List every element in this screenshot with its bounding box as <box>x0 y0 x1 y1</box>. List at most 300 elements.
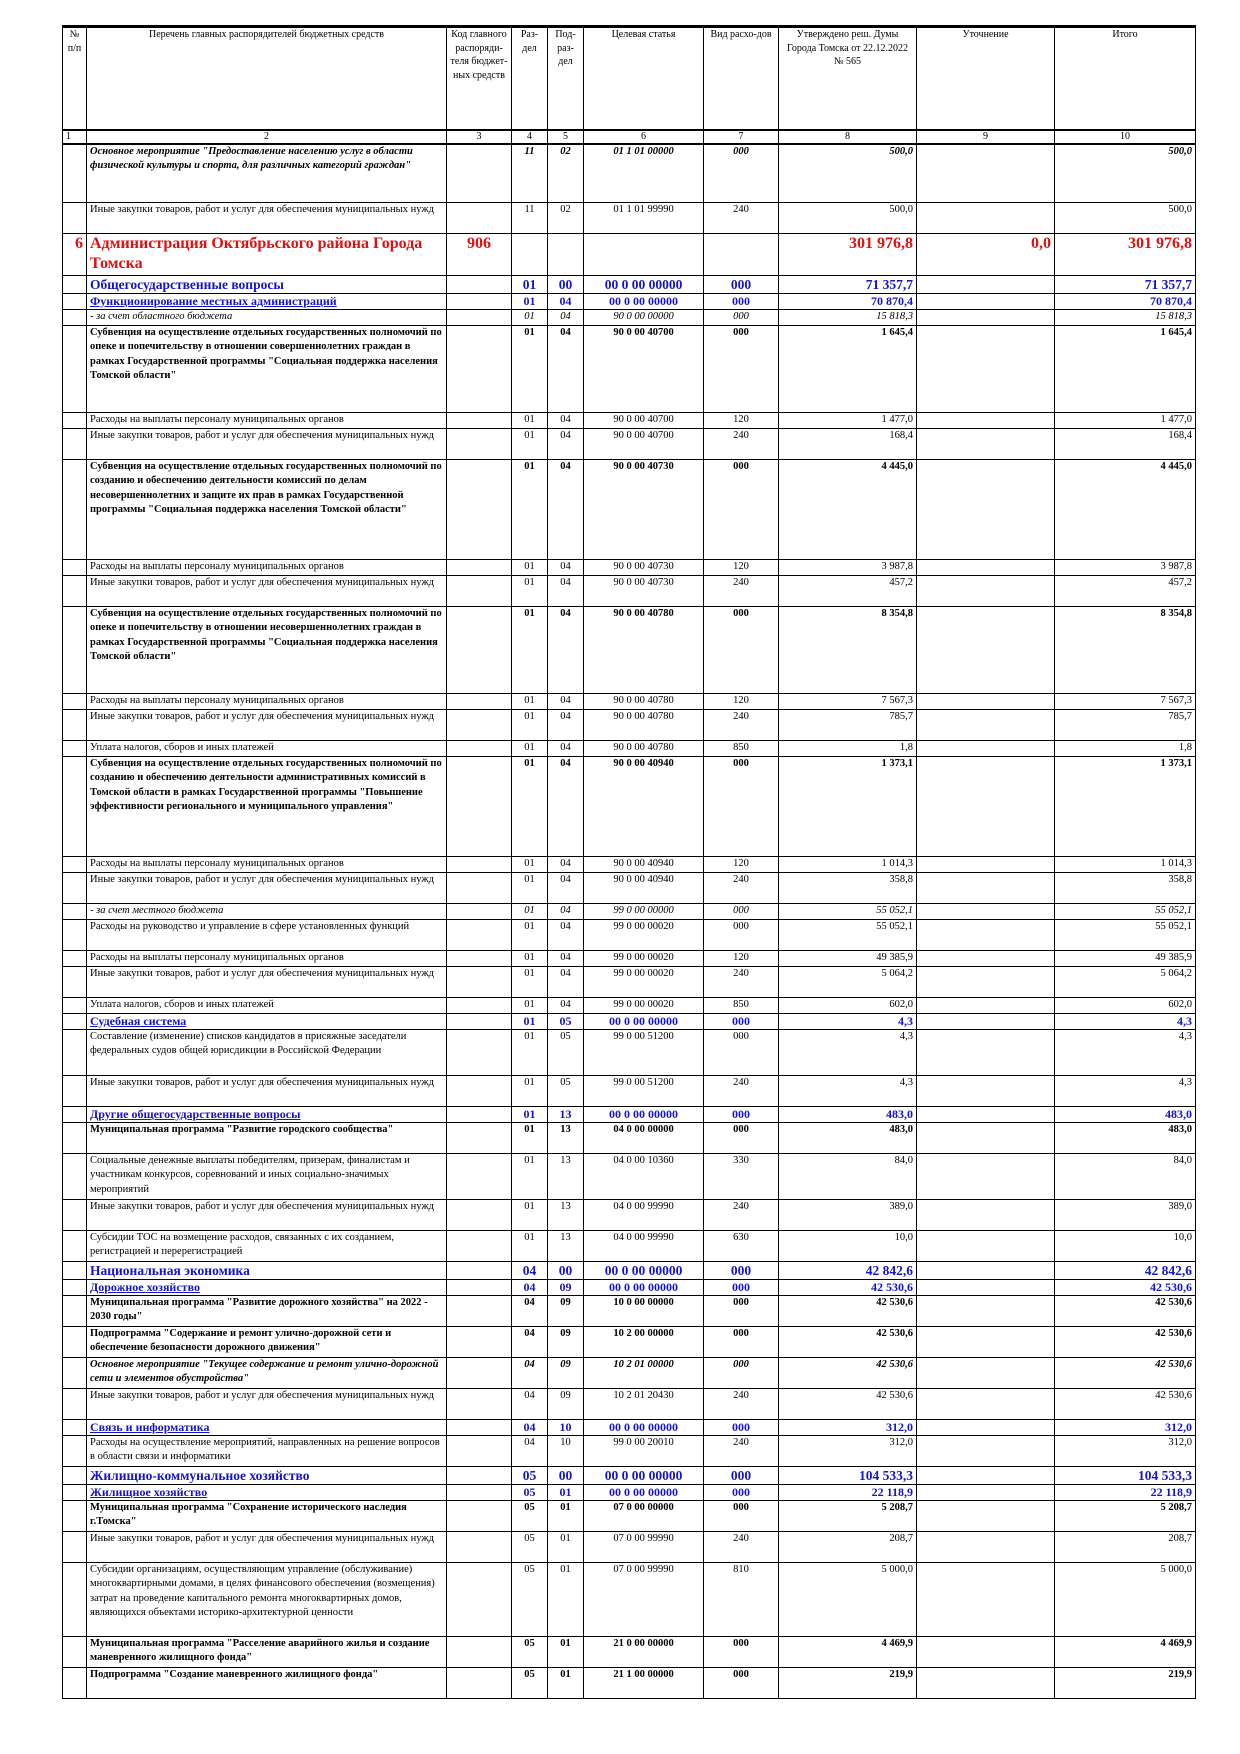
adjustment-cell <box>917 1030 1055 1076</box>
razdel-cell: 11 <box>512 203 548 234</box>
code-cell <box>447 1485 512 1501</box>
target-article-cell: 07 0 00 99990 <box>584 1532 704 1563</box>
table-row <box>63 1389 1196 1420</box>
code-cell: 906 <box>447 234 512 276</box>
code-cell <box>447 1532 512 1563</box>
target-article-cell: 90 0 00 40700 <box>584 413 704 429</box>
name-cell: Субсидии ТОС на возмещение расходов, связанных с их созданием, регистрацией и перерегистрацией <box>87 1231 447 1262</box>
razdel-cell: 01 <box>512 757 548 857</box>
header-cell: Под-раз-дел <box>548 27 584 131</box>
table-row <box>63 310 1196 326</box>
total-cell: 4 445,0 <box>1055 460 1196 560</box>
expense-type-cell: 850 <box>704 741 779 757</box>
target-article-cell: 99 0 00 51200 <box>584 1076 704 1107</box>
table-row <box>63 429 1196 460</box>
adjustment-cell <box>917 741 1055 757</box>
total-cell: 55 052,1 <box>1055 920 1196 951</box>
total-cell: 1 477,0 <box>1055 413 1196 429</box>
adjustment-cell <box>917 294 1055 310</box>
adjustment-cell <box>917 429 1055 460</box>
adjustment-cell <box>917 1389 1055 1420</box>
target-article-cell: 90 0 00 40700 <box>584 326 704 413</box>
total-cell: 3 987,8 <box>1055 560 1196 576</box>
row-number-cell <box>63 1262 87 1280</box>
adjustment-cell <box>917 1420 1055 1436</box>
razdel-cell: 01 <box>512 873 548 904</box>
row-number-cell <box>63 710 87 741</box>
table-row <box>63 951 1196 967</box>
code-cell <box>447 276 512 294</box>
target-article-cell: 99 0 00 00020 <box>584 920 704 951</box>
target-article-cell: 99 0 00 00020 <box>584 951 704 967</box>
approved-amount-cell: 42 842,6 <box>779 1262 917 1280</box>
target-article-cell: 21 0 00 00000 <box>584 1637 704 1668</box>
approved-amount-cell: 219,9 <box>779 1668 917 1699</box>
target-article-cell: 21 1 00 00000 <box>584 1668 704 1699</box>
column-number: 3 <box>447 130 512 144</box>
name-cell: Иные закупки товаров, работ и услуг для обеспечения муниципальных нужд <box>87 203 447 234</box>
approved-amount-cell: 3 987,8 <box>779 560 917 576</box>
expense-type-cell: 000 <box>704 1014 779 1030</box>
table-row <box>63 757 1196 857</box>
row-number-cell <box>63 1231 87 1262</box>
adjustment-cell <box>917 560 1055 576</box>
expense-type-cell: 000 <box>704 1501 779 1532</box>
podrazdel-cell: 04 <box>548 460 584 560</box>
code-cell <box>447 310 512 326</box>
column-number: 2 <box>87 130 447 144</box>
code-cell <box>447 1501 512 1532</box>
code-cell <box>447 576 512 607</box>
podrazdel-cell: 05 <box>548 1014 584 1030</box>
adjustment-cell <box>917 326 1055 413</box>
podrazdel-cell: 04 <box>548 873 584 904</box>
approved-amount-cell: 358,8 <box>779 873 917 904</box>
razdel-cell: 01 <box>512 576 548 607</box>
podrazdel-cell: 04 <box>548 741 584 757</box>
approved-amount-cell: 15 818,3 <box>779 310 917 326</box>
row-number-cell <box>63 873 87 904</box>
adjustment-cell <box>917 203 1055 234</box>
total-cell: 22 118,9 <box>1055 1485 1196 1501</box>
header-cell: Целевая статья <box>584 27 704 131</box>
podrazdel-cell: 09 <box>548 1296 584 1327</box>
target-article-cell: 00 0 00 00000 <box>584 1262 704 1280</box>
code-cell <box>447 607 512 694</box>
name-cell: Иные закупки товаров, работ и услуг для обеспечения муниципальных нужд <box>87 429 447 460</box>
table-row <box>63 1358 1196 1389</box>
code-cell <box>447 904 512 920</box>
target-article-cell: 99 0 00 00020 <box>584 967 704 998</box>
table-row <box>63 1485 1196 1501</box>
row-number-cell <box>63 576 87 607</box>
total-cell: 457,2 <box>1055 576 1196 607</box>
name-cell: Расходы на осуществление мероприятий, направленных на решение вопросов в области связи и информатики <box>87 1436 447 1467</box>
adjustment-cell <box>917 1327 1055 1358</box>
razdel-cell: 04 <box>512 1436 548 1467</box>
razdel-cell: 05 <box>512 1563 548 1637</box>
expense-type-cell: 000 <box>704 1467 779 1485</box>
row-number-cell <box>63 1296 87 1327</box>
row-number-cell <box>63 203 87 234</box>
approved-amount-cell: 70 870,4 <box>779 294 917 310</box>
table-row <box>63 576 1196 607</box>
column-number: 10 <box>1055 130 1196 144</box>
table-row <box>63 276 1196 294</box>
code-cell <box>447 710 512 741</box>
approved-amount-cell: 55 052,1 <box>779 904 917 920</box>
name-cell: Муниципальная программа "Расселение аварийного жилья и создание маневренного жилищного фонда" <box>87 1637 447 1668</box>
adjustment-cell <box>917 1296 1055 1327</box>
total-cell: 42 530,6 <box>1055 1358 1196 1389</box>
expense-type-cell <box>704 234 779 276</box>
name-cell: - за счет областного бюджета <box>87 310 447 326</box>
target-article-cell: 00 0 00 00000 <box>584 1107 704 1123</box>
code-cell <box>447 951 512 967</box>
adjustment-cell <box>917 1280 1055 1296</box>
code-cell <box>447 1467 512 1485</box>
expense-type-cell: 240 <box>704 967 779 998</box>
total-cell: 168,4 <box>1055 429 1196 460</box>
razdel-cell: 05 <box>512 1467 548 1485</box>
adjustment-cell <box>917 1262 1055 1280</box>
header-cell: № п/п <box>63 27 87 131</box>
razdel-cell: 11 <box>512 144 548 203</box>
code-cell <box>447 326 512 413</box>
header-cell: Утверждено реш. Думы Города Томска от 22.12.2022 № 565 <box>779 27 917 131</box>
expense-type-cell: 000 <box>704 1637 779 1668</box>
table-row <box>63 1420 1196 1436</box>
column-number: 8 <box>779 130 917 144</box>
target-article-cell: 10 2 01 00000 <box>584 1358 704 1389</box>
total-cell: 7 567,3 <box>1055 694 1196 710</box>
code-cell <box>447 1420 512 1436</box>
expense-type-cell: 240 <box>704 873 779 904</box>
approved-amount-cell: 1 014,3 <box>779 857 917 873</box>
razdel-cell: 01 <box>512 1154 548 1200</box>
podrazdel-cell: 02 <box>548 144 584 203</box>
table-row <box>63 234 1196 276</box>
expense-type-cell: 000 <box>704 310 779 326</box>
header-cell: Уточнение <box>917 27 1055 131</box>
row-number-cell <box>63 741 87 757</box>
header-cell: Перечень главных распорядителей бюджетных средств <box>87 27 447 131</box>
approved-amount-cell: 483,0 <box>779 1123 917 1154</box>
adjustment-cell <box>917 1076 1055 1107</box>
approved-amount-cell: 312,0 <box>779 1420 917 1436</box>
total-cell: 5 208,7 <box>1055 1501 1196 1532</box>
podrazdel-cell: 09 <box>548 1389 584 1420</box>
row-number-cell <box>63 429 87 460</box>
header-cell: Раз-дел <box>512 27 548 131</box>
expense-type-cell: 000 <box>704 904 779 920</box>
expense-type-cell: 240 <box>704 1200 779 1231</box>
code-cell <box>447 1296 512 1327</box>
approved-amount-cell: 4 445,0 <box>779 460 917 560</box>
code-cell <box>447 1280 512 1296</box>
row-number-cell <box>63 1485 87 1501</box>
podrazdel-cell: 04 <box>548 576 584 607</box>
target-article-cell: 90 0 00 40730 <box>584 460 704 560</box>
name-cell: Иные закупки товаров, работ и услуг для обеспечения муниципальных нужд <box>87 1532 447 1563</box>
podrazdel-cell: 04 <box>548 429 584 460</box>
approved-amount-cell: 5 208,7 <box>779 1501 917 1532</box>
target-article-cell: 07 0 00 99990 <box>584 1563 704 1637</box>
podrazdel-cell: 04 <box>548 326 584 413</box>
target-article-cell: 00 0 00 00000 <box>584 1420 704 1436</box>
total-cell: 602,0 <box>1055 998 1196 1014</box>
total-cell: 4,3 <box>1055 1014 1196 1030</box>
razdel-cell: 04 <box>512 1358 548 1389</box>
approved-amount-cell: 4,3 <box>779 1076 917 1107</box>
adjustment-cell <box>917 951 1055 967</box>
code-cell <box>447 1014 512 1030</box>
podrazdel-cell: 04 <box>548 413 584 429</box>
adjustment-cell <box>917 1532 1055 1563</box>
adjustment-cell <box>917 1668 1055 1699</box>
razdel-cell: 01 <box>512 294 548 310</box>
expense-type-cell: 000 <box>704 757 779 857</box>
name-cell: Общегосударственные вопросы <box>87 276 447 294</box>
podrazdel-cell: 04 <box>548 857 584 873</box>
target-article-cell: 99 0 00 00000 <box>584 904 704 920</box>
expense-type-cell: 000 <box>704 294 779 310</box>
table-row <box>63 1262 1196 1280</box>
expense-type-cell: 000 <box>704 1358 779 1389</box>
column-numbers-row <box>63 130 1196 144</box>
podrazdel-cell: 09 <box>548 1280 584 1296</box>
approved-amount-cell: 4 469,9 <box>779 1637 917 1668</box>
target-article-cell: 00 0 00 00000 <box>584 1485 704 1501</box>
total-cell: 483,0 <box>1055 1107 1196 1123</box>
approved-amount-cell: 10,0 <box>779 1231 917 1262</box>
target-article-cell: 00 0 00 00000 <box>584 276 704 294</box>
code-cell <box>447 413 512 429</box>
row-number-cell <box>63 1327 87 1358</box>
podrazdel-cell: 04 <box>548 710 584 741</box>
target-article-cell: 01 1 01 00000 <box>584 144 704 203</box>
name-cell: Муниципальная программа "Развитие городского сообщества" <box>87 1123 447 1154</box>
expense-type-cell: 330 <box>704 1154 779 1200</box>
row-number-cell <box>63 857 87 873</box>
target-article-cell: 00 0 00 00000 <box>584 1014 704 1030</box>
podrazdel-cell: 01 <box>548 1637 584 1668</box>
code-cell <box>447 857 512 873</box>
adjustment-cell <box>917 1358 1055 1389</box>
name-cell: Иные закупки товаров, работ и услуг для обеспечения муниципальных нужд <box>87 710 447 741</box>
razdel-cell <box>512 234 548 276</box>
expense-type-cell: 240 <box>704 1532 779 1563</box>
row-number-cell: 6 <box>63 234 87 276</box>
name-cell: Подпрограмма "Создание маневренного жилищного фонда" <box>87 1668 447 1699</box>
name-cell: Расходы на выплаты персоналу муниципальных органов <box>87 951 447 967</box>
table-header-row <box>63 27 1196 131</box>
expense-type-cell: 000 <box>704 1296 779 1327</box>
adjustment-cell <box>917 904 1055 920</box>
target-article-cell: 10 0 00 00000 <box>584 1296 704 1327</box>
row-number-cell <box>63 1467 87 1485</box>
podrazdel-cell: 01 <box>548 1668 584 1699</box>
total-cell: 71 357,7 <box>1055 276 1196 294</box>
podrazdel-cell: 05 <box>548 1076 584 1107</box>
table-row <box>63 1154 1196 1200</box>
razdel-cell: 04 <box>512 1420 548 1436</box>
name-cell: Дорожное хозяйство <box>87 1280 447 1296</box>
code-cell <box>447 429 512 460</box>
expense-type-cell: 000 <box>704 1123 779 1154</box>
razdel-cell: 01 <box>512 607 548 694</box>
approved-amount-cell: 8 354,8 <box>779 607 917 694</box>
total-cell: 8 354,8 <box>1055 607 1196 694</box>
adjustment-cell <box>917 1231 1055 1262</box>
row-number-cell <box>63 1637 87 1668</box>
name-cell: Иные закупки товаров, работ и услуг для обеспечения муниципальных нужд <box>87 1389 447 1420</box>
row-number-cell <box>63 1389 87 1420</box>
table-row <box>63 560 1196 576</box>
razdel-cell: 01 <box>512 310 548 326</box>
table-row <box>63 998 1196 1014</box>
header-cell: Код главного распоряди-теля бюджет-ных средств <box>447 27 512 131</box>
adjustment-cell <box>917 1154 1055 1200</box>
code-cell <box>447 694 512 710</box>
table-row <box>63 904 1196 920</box>
podrazdel-cell: 04 <box>548 694 584 710</box>
name-cell: Подпрограмма "Содержание и ремонт улично-дорожной сети и обеспечение безопасности дорожного движения" <box>87 1327 447 1358</box>
approved-amount-cell: 4,3 <box>779 1030 917 1076</box>
adjustment-cell <box>917 460 1055 560</box>
row-number-cell <box>63 1200 87 1231</box>
approved-amount-cell: 71 357,7 <box>779 276 917 294</box>
total-cell: 301 976,8 <box>1055 234 1196 276</box>
code-cell <box>447 1637 512 1668</box>
target-article-cell: 90 0 00 40780 <box>584 710 704 741</box>
row-number-cell <box>63 1014 87 1030</box>
table-row <box>63 1107 1196 1123</box>
approved-amount-cell: 42 530,6 <box>779 1296 917 1327</box>
row-number-cell <box>63 1532 87 1563</box>
approved-amount-cell: 500,0 <box>779 203 917 234</box>
razdel-cell: 01 <box>512 460 548 560</box>
approved-amount-cell: 4,3 <box>779 1014 917 1030</box>
expense-type-cell: 240 <box>704 203 779 234</box>
razdel-cell: 01 <box>512 1231 548 1262</box>
name-cell: Расходы на выплаты персоналу муниципальных органов <box>87 694 447 710</box>
column-number: 9 <box>917 130 1055 144</box>
podrazdel-cell: 01 <box>548 1501 584 1532</box>
code-cell <box>447 1231 512 1262</box>
podrazdel-cell: 13 <box>548 1200 584 1231</box>
podrazdel-cell: 00 <box>548 1467 584 1485</box>
target-article-cell: 90 0 00 40940 <box>584 757 704 857</box>
target-article-cell: 00 0 00 00000 <box>584 1467 704 1485</box>
adjustment-cell <box>917 1563 1055 1637</box>
podrazdel-cell: 04 <box>548 294 584 310</box>
approved-amount-cell: 22 118,9 <box>779 1485 917 1501</box>
header-cell: Вид расхо-дов <box>704 27 779 131</box>
target-article-cell: 00 0 00 00000 <box>584 294 704 310</box>
razdel-cell: 01 <box>512 1107 548 1123</box>
razdel-cell: 05 <box>512 1668 548 1699</box>
adjustment-cell <box>917 607 1055 694</box>
name-cell: Муниципальная программа "Развитие дорожного хозяйства" на 2022 - 2030 годы" <box>87 1296 447 1327</box>
adjustment-cell <box>917 1637 1055 1668</box>
razdel-cell: 04 <box>512 1262 548 1280</box>
target-article-cell: 90 0 00 40940 <box>584 873 704 904</box>
name-cell: Социальные денежные выплаты победителям, призерам, финалистам и участникам конкурсов, соревнований и иных социально-значимых мероприятий <box>87 1154 447 1200</box>
table-row <box>63 1296 1196 1327</box>
row-number-cell <box>63 1420 87 1436</box>
column-number: 7 <box>704 130 779 144</box>
razdel-cell: 01 <box>512 1076 548 1107</box>
total-cell: 500,0 <box>1055 144 1196 203</box>
target-article-cell: 90 0 00 40700 <box>584 429 704 460</box>
table-row <box>63 607 1196 694</box>
code-cell <box>447 203 512 234</box>
total-cell: 15 818,3 <box>1055 310 1196 326</box>
razdel-cell: 04 <box>512 1389 548 1420</box>
table-row <box>63 1668 1196 1699</box>
approved-amount-cell: 42 530,6 <box>779 1358 917 1389</box>
target-article-cell <box>584 234 704 276</box>
row-number-cell <box>63 951 87 967</box>
podrazdel-cell: 01 <box>548 1485 584 1501</box>
row-number-cell <box>63 920 87 951</box>
razdel-cell: 01 <box>512 1123 548 1154</box>
name-cell: Функционирование местных администраций <box>87 294 447 310</box>
total-cell: 42 530,6 <box>1055 1389 1196 1420</box>
name-cell: Расходы на руководство и управление в сфере установленных функций <box>87 920 447 951</box>
code-cell <box>447 1107 512 1123</box>
row-number-cell <box>63 326 87 413</box>
table-body <box>63 27 1196 1699</box>
name-cell: Составление (изменение) списков кандидатов в присяжные заседатели федеральных судов общей юрисдикции в Российской Федерации <box>87 1030 447 1076</box>
code-cell <box>447 1668 512 1699</box>
total-cell: 42 530,6 <box>1055 1296 1196 1327</box>
total-cell: 5 000,0 <box>1055 1563 1196 1637</box>
expense-type-cell: 000 <box>704 1485 779 1501</box>
target-article-cell: 90 0 00 00000 <box>584 310 704 326</box>
approved-amount-cell: 1 373,1 <box>779 757 917 857</box>
razdel-cell: 01 <box>512 857 548 873</box>
expense-type-cell: 000 <box>704 1280 779 1296</box>
expense-type-cell: 000 <box>704 460 779 560</box>
adjustment-cell <box>917 1123 1055 1154</box>
total-cell: 312,0 <box>1055 1436 1196 1467</box>
code-cell <box>447 144 512 203</box>
name-cell: Основное мероприятие "Текущее содержание и ремонт улично-дорожной сети и элементов обустройства" <box>87 1358 447 1389</box>
approved-amount-cell: 483,0 <box>779 1107 917 1123</box>
approved-amount-cell: 1,8 <box>779 741 917 757</box>
expense-type-cell: 240 <box>704 1389 779 1420</box>
table-row <box>63 1076 1196 1107</box>
approved-amount-cell: 55 052,1 <box>779 920 917 951</box>
target-article-cell: 99 0 00 20010 <box>584 1436 704 1467</box>
adjustment-cell <box>917 310 1055 326</box>
approved-amount-cell: 5 064,2 <box>779 967 917 998</box>
podrazdel-cell: 04 <box>548 757 584 857</box>
razdel-cell: 01 <box>512 429 548 460</box>
razdel-cell: 01 <box>512 998 548 1014</box>
podrazdel-cell: 04 <box>548 310 584 326</box>
table-row <box>63 203 1196 234</box>
adjustment-cell <box>917 413 1055 429</box>
podrazdel-cell: 04 <box>548 951 584 967</box>
name-cell: Расходы на выплаты персоналу муниципальных органов <box>87 413 447 429</box>
podrazdel-cell: 00 <box>548 276 584 294</box>
table-row <box>63 741 1196 757</box>
podrazdel-cell: 09 <box>548 1358 584 1389</box>
code-cell <box>447 741 512 757</box>
